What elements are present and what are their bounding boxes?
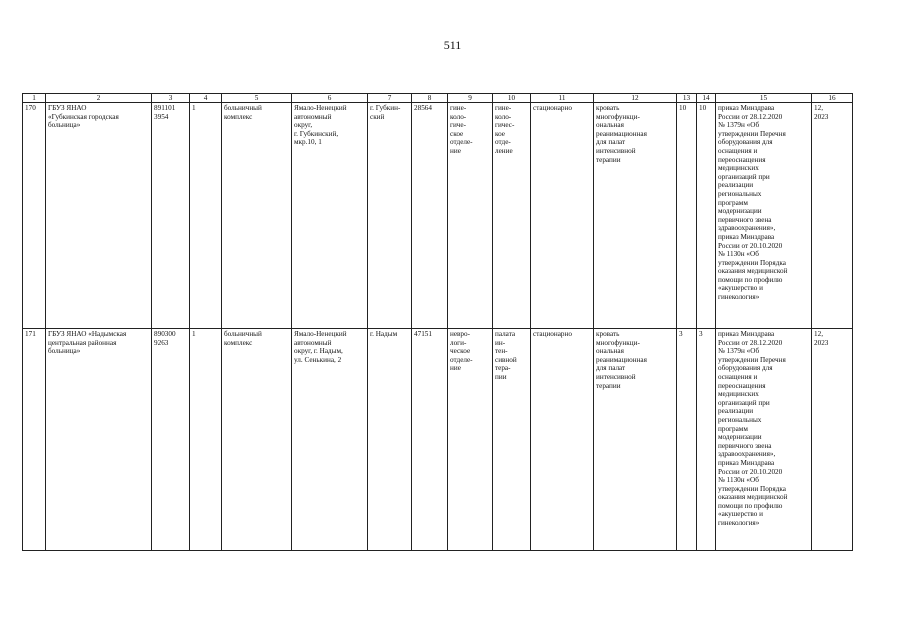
department-cell: невро- логи- ческое отделе- ние: [448, 329, 493, 551]
equipment-cell: кровать многофункци- ональная реанимационная для палат интенсивной терапии: [594, 103, 677, 329]
column-number: 1: [23, 94, 46, 103]
quantity-cell: 10: [677, 103, 697, 329]
quantity-cell: 10: [697, 103, 716, 329]
column-number: 10: [493, 94, 531, 103]
basis-cell: приказ Минздрава России от 28.12.2020 № 1379н «Об утверждении Перечня оборудования для оснащения и переоснащения медицинских организаций при реализации региональных программ модернизации первичного звена здравоохранения», приказ Минздрава России от 20.10.2020 № 1130н «Об утверждении Порядка оказания медицинской помощи по профилю «акушерство и гинекология»: [716, 103, 812, 329]
column-number-row: [23, 94, 853, 103]
basis-cell: приказ Минздрава России от 28.12.2020 № 1379н «Об утверждении Перечня оборудования для оснащения и переоснащения медицинских организаций при реализации региональных программ модернизации первичного звена здравоохранения», приказ Минздрава России от 20.10.2020 № 1130н «Об утверждении Порядка оказания медицинской помощи по профилю «акушерство и гинекология»: [716, 329, 812, 551]
column-number: 4: [190, 94, 222, 103]
object-type-cell: больничный комплекс: [222, 103, 292, 329]
column-number: 7: [368, 94, 412, 103]
row-number-cell: 171: [23, 329, 46, 551]
address-cell: Ямало-Ненецкий автономный округ, г. Надым, ул. Сенькина, 2: [292, 329, 368, 551]
column-number: 6: [292, 94, 368, 103]
column-number: 9: [448, 94, 493, 103]
quantity-cell: 3: [697, 329, 716, 551]
column-number: 13: [677, 94, 697, 103]
table-row: [23, 329, 853, 551]
object-type-cell: больничный комплекс: [222, 329, 292, 551]
population-cell: 47151: [412, 329, 448, 551]
population-cell: 28564: [412, 103, 448, 329]
department-cell: гине- коло- гиче- ское отделе- ние: [448, 103, 493, 329]
column-number: 5: [222, 94, 292, 103]
equipment-table: [22, 93, 853, 551]
column-number: 12: [594, 94, 677, 103]
inn-cell: 890300 9263: [152, 329, 190, 551]
column-number: 16: [812, 94, 853, 103]
organization-cell: ГБУЗ ЯНАО «Губкинская городская больница»: [46, 103, 152, 329]
unit-cell: гине- коло- гичес- кое отде- ление: [493, 103, 531, 329]
column-number: 2: [46, 94, 152, 103]
locality-cell: г. Надым: [368, 329, 412, 551]
care-form-cell: стационарно: [531, 329, 594, 551]
column-number: 3: [152, 94, 190, 103]
table-row: [23, 103, 853, 329]
deadline-cell: 12, 2023: [812, 329, 853, 551]
page-number: 511: [443, 38, 462, 52]
inn-cell: 891101 3954: [152, 103, 190, 329]
quantity-cell: 3: [677, 329, 697, 551]
count-cell: 1: [190, 103, 222, 329]
column-number: 15: [716, 94, 812, 103]
equipment-cell: кровать многофункци- ональная реанимационная для палат интенсивной терапии: [594, 329, 677, 551]
address-cell: Ямало-Ненецкий автономный округ, г. Губкинский, мкр.10, 1: [292, 103, 368, 329]
count-cell: 1: [190, 329, 222, 551]
row-number-cell: 170: [23, 103, 46, 329]
deadline-cell: 12, 2023: [812, 103, 853, 329]
column-number: 11: [531, 94, 594, 103]
column-number: 8: [412, 94, 448, 103]
care-form-cell: стационарно: [531, 103, 594, 329]
locality-cell: г. Губкин- ский: [368, 103, 412, 329]
column-number: 14: [697, 94, 716, 103]
organization-cell: ГБУЗ ЯНАО «Надымская центральная районная больница»: [46, 329, 152, 551]
unit-cell: палата ин- тен- сивной тера- пии: [493, 329, 531, 551]
